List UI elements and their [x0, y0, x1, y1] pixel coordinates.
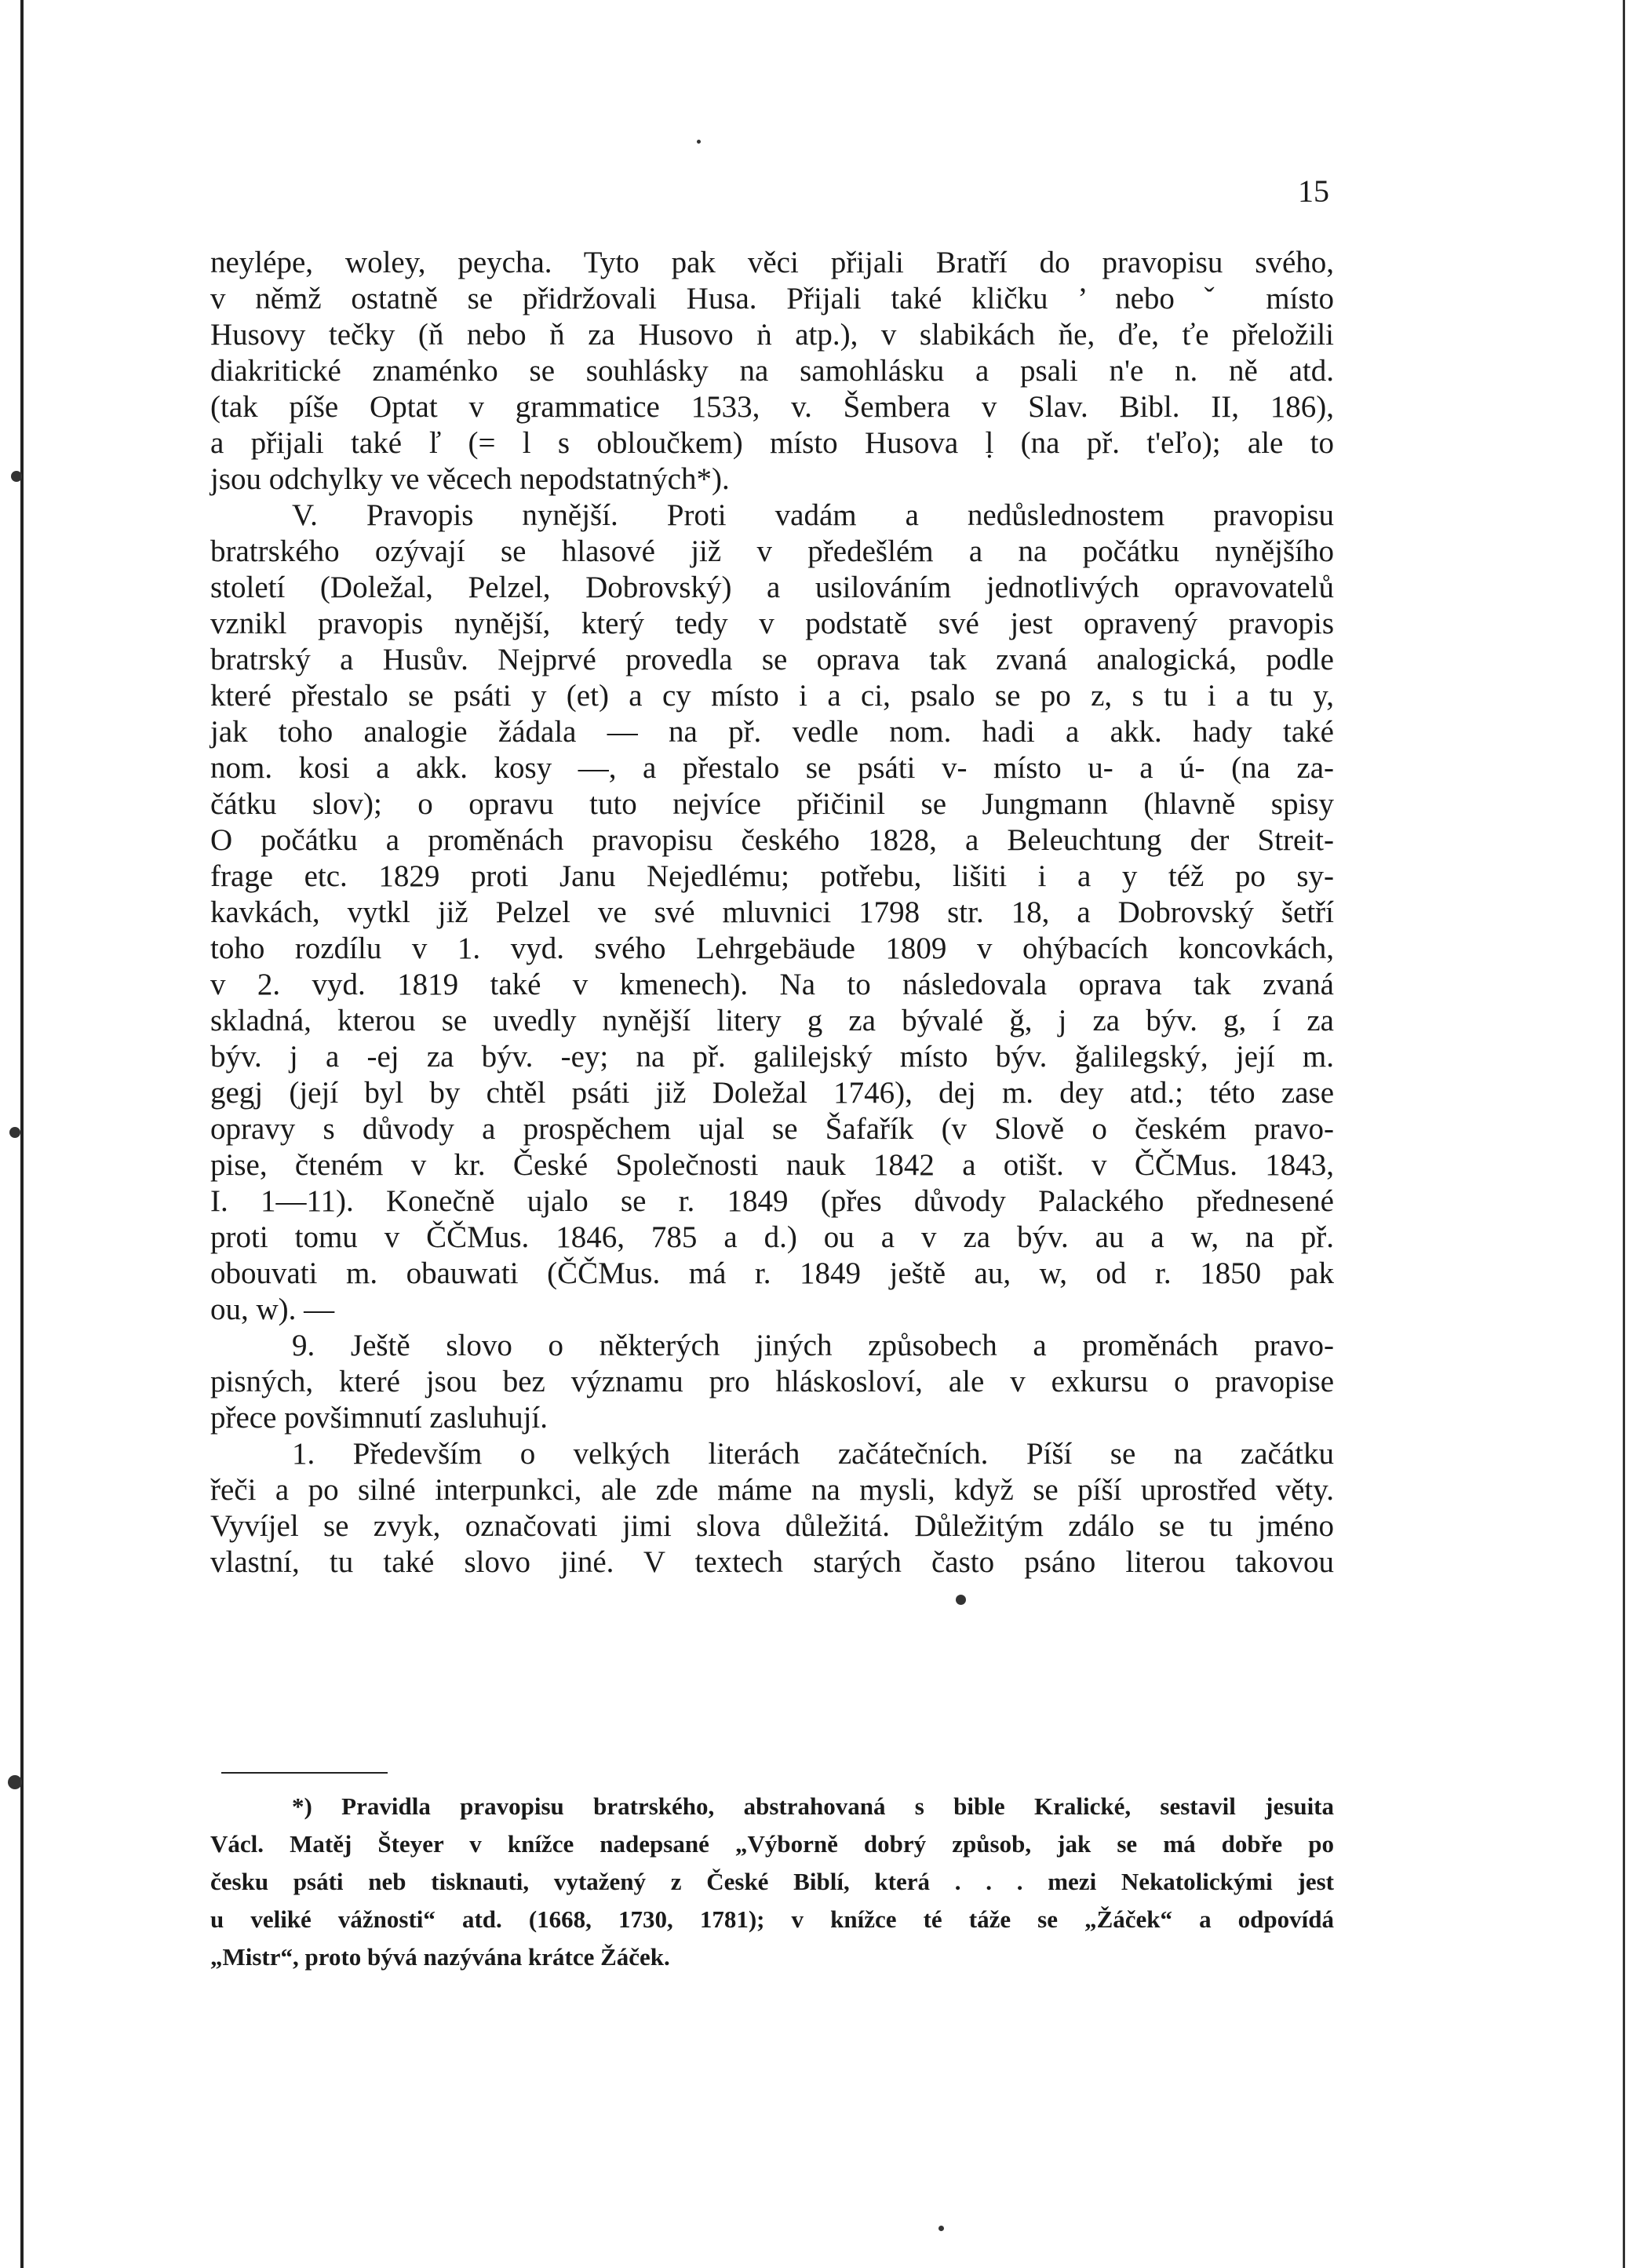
text-line: ou, w). —: [210, 1293, 335, 1326]
text-line: vlastní, tu také slovo jiné. V textech starých často psáno literou takovou: [210, 1545, 1334, 1579]
scan-speck: [697, 140, 701, 144]
text-line: nom. kosi a akk. kosy —, a přestalo se psáti v- místo u- a ú- (na za-: [210, 751, 1334, 785]
text-line: přece povšimnutí zasluhují.: [210, 1401, 548, 1435]
text-line: gegj (její byl by chtěl psáti již Doležal 1746), dej m. dey atd.; této zase: [210, 1076, 1334, 1110]
text-line: bratrského ozývají se hlasové již v předešlém a na počátku nynějšího: [210, 534, 1334, 568]
scan-border-right: [1623, 0, 1640, 2268]
scan-speck: [9, 1127, 20, 1138]
text-line: býv. j a -ej za býv. -ey; na př. galilejský místo býv. ǧalilegský, její m.: [210, 1040, 1334, 1074]
text-line: bratrský a Husův. Nejprvé provedla se oprava tak zvaná analogická, podle: [210, 643, 1334, 676]
text-line: jak toho analogie žádala — na př. vedle nom. hadi a akk. hady také: [210, 715, 1334, 749]
scan-speck: [956, 1595, 966, 1605]
text-line: opravy s důvody a prospěchem ujal se Šafařík (v Slově o českém pravo-: [210, 1112, 1334, 1146]
footnote-line: *) Pravidla pravopisu bratrského, abstrahovaná s bible Kralické, sestavil jesuita: [292, 1792, 1334, 1820]
footnote-divider: [221, 1772, 388, 1774]
footnote-line: Václ. Matěj Šteyer v knížce nadepsané „Výborně dobrý způsob, jak se má dobře po: [210, 1830, 1334, 1858]
text-line: století (Doležal, Pelzel, Dobrovský) a usilováním jednotlivých opravovatelů: [210, 571, 1334, 604]
text-line: obouvati m. obauwati (ČČMus. má r. 1849 ještě au, w, od r. 1850 pak: [210, 1256, 1334, 1290]
text-line: diakritické znaménko se souhlásky na samohlásku a psali n'e n. ně atd.: [210, 354, 1334, 388]
text-line: v němž ostatně se přidržovali Husa. Přijali také kličku ’ nebo ˇ místo: [210, 282, 1334, 315]
text-line: I. 1—11). Konečně ujalo se r. 1849 (přes důvody Palackého přednesené: [210, 1184, 1334, 1218]
text-line: Vyvíjel se zvyk, označovati jimi slova důležitá. Důležitým zdálo se tu jméno: [210, 1509, 1334, 1543]
text-line: 9. Ještě slovo o některých jiných způsobech a proměnách pravo-: [292, 1329, 1334, 1362]
scan-speck: [938, 2226, 944, 2231]
text-line: proti tomu v ČČMus. 1846, 785 a d.) ou a v za býv. au a w, na př.: [210, 1220, 1334, 1254]
footnote-line: česku psáti neb tisknauti, vytažený z České Biblí, která . . . mezi Nekatolickými jest: [210, 1868, 1334, 1895]
text-line: kavkách, vytkl již Pelzel ve své mluvnici 1798 str. 18, a Dobrovský šetří: [210, 895, 1334, 929]
text-line: (tak píše Optat v grammatice 1533, v. Šembera v Slav. Bibl. II, 186),: [210, 390, 1334, 424]
text-line: skladná, kterou se uvedly nynější litery g za bývalé ǧ, j za býv. g, í za: [210, 1004, 1334, 1037]
footnote-line: u veliké vážnosti“ atd. (1668, 1730, 1781); v knížce té táže se „Žáček“ a odpovídá: [210, 1905, 1334, 1933]
text-line: v 2. vyd. 1819 také v kmenech). Na to následovala oprava tak zvaná: [210, 968, 1334, 1001]
footnote-line: „Mistr“, proto bývá nazývána krátce Žáček.: [210, 1943, 670, 1971]
scan-speck: [8, 1775, 22, 1789]
text-line: 1. Především o velkých literách začátečních. Píší se na začátku: [292, 1437, 1334, 1471]
text-line: pisných, které jsou bez významu pro hláskosloví, ale v exkursu o pravopise: [210, 1365, 1334, 1398]
text-line: toho rozdílu v 1. vyd. svého Lehrgebäude 1809 v ohýbacích koncovkách,: [210, 932, 1334, 965]
text-line: Husovy tečky (ň nebo ň za Husovo ṅ atp.), v slabikách ňe, ďe, ťe přeložili: [210, 318, 1334, 352]
text-line: neylépe, woley, peycha. Tyto pak věci přijali Bratří do pravopisu svého,: [210, 246, 1334, 279]
main-text: [210, 245, 1334, 1581]
text-line: vznikl pravopis nynější, který tedy v podstatě své jest opravený pravopis: [210, 607, 1334, 640]
text-line: které přestalo se psáti y (et) a cy místo i a ci, psalo se po z, s tu i a tu y,: [210, 679, 1334, 713]
text-line: čátku slov); o opravu tuto nejvíce přičinil se Jungmann (hlavně spisy: [210, 787, 1334, 821]
text-line: a přijali také ľ (= l s obloučkem) místo Husova ḷ (na př. t'eľo); ale to: [210, 426, 1334, 460]
text-line: pise, čteném v kr. České Společnosti nauk 1842 a otišt. v ČČMus. 1843,: [210, 1148, 1334, 1182]
text-line: jsou odchylky ve věcech nepodstatných*).: [210, 462, 730, 496]
page-number: 15: [1298, 173, 1329, 209]
text-line: řeči a po silné interpunkci, ale zde máme na mysli, když se píší uprostřed věty.: [210, 1473, 1334, 1507]
scan-speck: [11, 471, 22, 482]
text-line: frage etc. 1829 proti Janu Nejedlému; potřebu, lišiti i a y též po sy-: [210, 859, 1334, 893]
text-line: V. Pravopis nynější. Proti vadám a nedůslednostem pravopisu: [292, 498, 1334, 532]
footnote: [210, 1788, 1334, 1976]
text-line: O počátku a proměnách pravopisu českého 1828, a Beleuchtung der Streit-: [210, 823, 1334, 857]
